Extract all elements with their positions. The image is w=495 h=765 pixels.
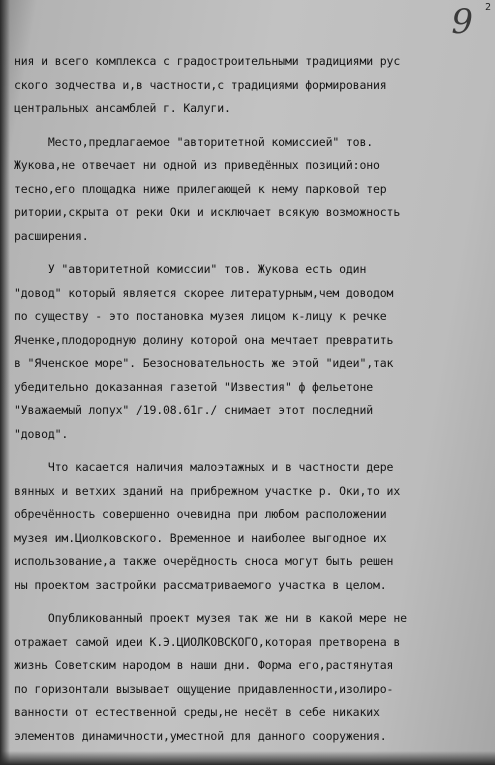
paragraph (14, 50, 492, 121)
text-line: центральных ансамблей г. Калуги. (14, 101, 231, 115)
text-line: ния и всего комплекса с градостроительными традициями рус (14, 54, 401, 68)
text-line: Что касается наличия малоэтажных и в частности дере (14, 460, 394, 474)
text-line: Опубликованный проект музея так же ни в какой мере не (14, 611, 407, 625)
text-line: обречённость совершенно очевидна при любом расположении (14, 507, 387, 521)
text-line: вянных и ветхих зданий на прибрежном участке р. Оки,то их (14, 483, 401, 498)
text-line: Яченке,плодородную долину которой она мечтает превратить (14, 332, 394, 347)
paragraph-gap (14, 446, 492, 456)
text-line: "Уважаемый лопух" /19.08.61г./ снимает этот последний (14, 403, 374, 417)
corner-mark: 2 (484, 2, 491, 13)
text-line: расширения. (14, 228, 89, 243)
paragraph-gap (14, 121, 492, 131)
text-line: музея им.Циолковского. Временное и наиболее выгодное их (14, 530, 387, 545)
paragraph (14, 607, 492, 748)
text-line: по горизонтали вызывает ощущение придавленности,изолиро- (14, 681, 394, 696)
text-line: "довод". (14, 426, 69, 441)
text-line: "довод" который является скорее литературным,чем доводом (14, 285, 394, 300)
text-line: Место,предлагаемое "авторитетной комиссией" тов. (14, 134, 374, 149)
typewritten-body (14, 50, 492, 748)
paragraph-gap (14, 597, 492, 607)
text-line: Жукова,не отвечает ни одной из приведённых позиций:оно (14, 158, 380, 172)
text-line: тесно,его площадка ниже прилегающей к нему парковой тер (14, 181, 387, 196)
text-line: жизнь Советским народом в наши дни. Форма его,растянутая (14, 658, 394, 672)
text-line: отражает самой идеи К.Э.ЦИОЛКОВСКОГО,которая претворена в (14, 634, 401, 649)
paragraph (14, 131, 492, 249)
text-line: ванности от естественной среды,не несёт в себе никаких (14, 705, 380, 719)
paragraph (14, 258, 492, 446)
paragraph (14, 456, 492, 597)
text-line: ского зодчества и,в частности,с традициями формирования (14, 77, 387, 92)
text-line: У "авторитетной комиссии" тов. Жукова есть один (14, 262, 367, 276)
paragraph-gap (14, 248, 492, 258)
text-line: ны проектом застройки рассматриваемого участка в целом. (14, 577, 387, 592)
text-line: убедительно доказанная газетой "Известия" ф фельетоне (14, 379, 374, 394)
text-line: ритории,скрыта от реки Оки и исключает всякую возможность (14, 205, 401, 219)
text-line: использование,а также очерёдность сноса могут быть решен (14, 554, 394, 568)
handwritten-page-number: 9 (451, 2, 473, 42)
page-edge-shadow-bottom (0, 751, 495, 765)
text-line: по существу - это постановка музея лицом к-лицу к речке (14, 309, 387, 323)
text-line: в "Яченское море". Безосновательность же этой "идеи",так (14, 356, 394, 370)
text-line: элементов динамичности,уместной для данного сооружения. (14, 728, 387, 743)
page-edge-shadow-left (0, 0, 10, 765)
